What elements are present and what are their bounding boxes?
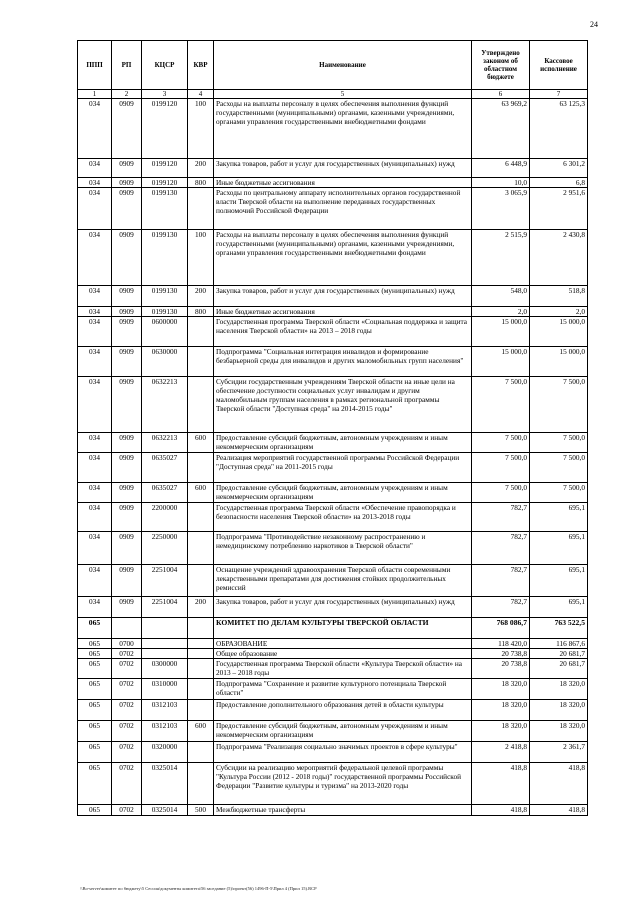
cell-rp: 0702 [112,721,142,742]
cell-name: Общее образование [214,649,472,659]
cell-kcsr: 0199130 [142,188,188,230]
cell-ppp: 034 [78,433,112,453]
cell-ppp: 034 [78,230,112,286]
column-number: 3 [142,90,188,99]
cell-kcsr: 0300000 [142,659,188,679]
cell-kcsr: 0199130 [142,307,188,317]
cell-name: ОБРАЗОВАНИЕ [214,639,472,649]
cell-name: Закупка товаров, работ и услуг для государственных (муниципальных) нужд [214,286,472,307]
cell-approved: 768 086,7 [472,618,530,639]
cell-executed: 7 500,0 [530,377,588,433]
table-row [78,565,588,597]
column-number: 6 [472,90,530,99]
cell-kvr [188,679,214,700]
cell-ppp: 034 [78,286,112,307]
cell-approved: 7 500,0 [472,377,530,433]
cell-rp: 0909 [112,377,142,433]
cell-kvr [188,377,214,433]
cell-approved: 7 500,0 [472,483,530,503]
cell-kvr [188,453,214,483]
cell-ppp: 065 [78,618,112,639]
cell-kvr [188,347,214,377]
column-number: 1 [78,90,112,99]
table-row [78,721,588,742]
cell-rp: 0909 [112,178,142,188]
cell-approved: 15 000,0 [472,317,530,347]
cell-kcsr: 0325014 [142,763,188,805]
table-row [78,99,588,159]
cell-kvr [188,503,214,532]
cell-ppp: 065 [78,721,112,742]
cell-rp: 0909 [112,286,142,307]
cell-rp: 0702 [112,763,142,805]
table-row [78,649,588,659]
cell-kvr: 600 [188,483,214,503]
cell-ppp: 034 [78,503,112,532]
cell-kvr [188,618,214,639]
table-row [78,317,588,347]
cell-ppp: 065 [78,659,112,679]
cell-rp: 0702 [112,700,142,721]
cell-ppp: 065 [78,763,112,805]
cell-kcsr: 0630000 [142,347,188,377]
cell-kvr: 800 [188,178,214,188]
cell-kcsr: 0325014 [142,805,188,816]
cell-approved: 7 500,0 [472,433,530,453]
cell-kvr [188,700,214,721]
cell-executed: 18 320,0 [530,721,588,742]
cell-executed: 15 000,0 [530,317,588,347]
cell-name: Межбюджетные трансферты [214,805,472,816]
cell-executed: 763 522,5 [530,618,588,639]
cell-approved: 118 420,0 [472,639,530,649]
table-row [78,639,588,649]
cell-rp: 0702 [112,659,142,679]
cell-name: КОМИТЕТ ПО ДЕЛАМ КУЛЬТУРЫ ТВЕРСКОЙ ОБЛАСТИ [214,618,472,639]
cell-kcsr: 0635027 [142,453,188,483]
cell-executed: 418,8 [530,763,588,805]
cell-executed: 695,1 [530,532,588,565]
column-number: 4 [188,90,214,99]
cell-approved: 20 738,8 [472,649,530,659]
file-path-footer: \\Bo-server\комитет по бюджету\5 Сессия\документы комитета\56 заседание (5)\проект(56) 1496-П-5\Прил 4 (Прил 15).RCP [80,886,317,891]
table-row [78,178,588,188]
cell-rp: 0909 [112,347,142,377]
column-number: 5 [214,90,472,99]
cell-rp: 0702 [112,742,142,763]
table-row [78,377,588,433]
cell-executed: 20 681,7 [530,659,588,679]
cell-name: Субсидии государственным учреждениям Тверской области на иные цели на обеспечение доступности социальных услуг инвалидам и другим маломобильным группам населения в рамках региональной программы Тверской области "Доступная среда" на 2014-2015 годы" [214,377,472,433]
cell-executed: 518,8 [530,286,588,307]
cell-approved: 63 969,2 [472,99,530,159]
cell-rp: 0909 [112,503,142,532]
cell-kcsr: 0635027 [142,483,188,503]
table-row [78,188,588,230]
cell-kcsr: 0199120 [142,178,188,188]
cell-kvr [188,188,214,230]
header-rp: РП [112,41,142,90]
table-row [78,159,588,178]
cell-name: Иные бюджетные ассигнования [214,178,472,188]
cell-name: Подпрограмма "Противодействие незаконному распространению и немедицинскому потреблению наркотиков в Тверской области" [214,532,472,565]
cell-approved: 20 738,8 [472,659,530,679]
cell-ppp: 034 [78,159,112,178]
cell-name: Подпрограмма "Социальная интеграция инвалидов и формирование безбарьерной среды для инвалидов и других маломобильных групп населения" [214,347,472,377]
cell-name: Закупка товаров, работ и услуг для государственных (муниципальных) нужд [214,597,472,618]
table-row [78,453,588,483]
cell-executed: 2 361,7 [530,742,588,763]
column-number: 2 [112,90,142,99]
cell-kvr: 100 [188,230,214,286]
header-executed: Кассовое исполнение [530,41,588,90]
cell-executed: 7 500,0 [530,483,588,503]
cell-name: Субсидии на реализацию мероприятий федеральной целевой программы "Культура России (2012 - 2018 годы)" государственной программы Российской Федерации "Развитие культуры и туризма" на 2013-2020 годы [214,763,472,805]
header-row [78,41,588,90]
cell-ppp: 034 [78,377,112,433]
cell-kcsr: 0310000 [142,679,188,700]
cell-ppp: 034 [78,307,112,317]
cell-kvr [188,659,214,679]
cell-approved: 2,0 [472,307,530,317]
cell-ppp: 034 [78,99,112,159]
cell-name: Государственная программа Тверской области «Обеспечение правопорядка и безопасности населения Тверской области» на 2013-2018 годы [214,503,472,532]
cell-kcsr: 2251004 [142,597,188,618]
table-row [78,659,588,679]
table-row [78,805,588,816]
cell-kvr [188,532,214,565]
cell-rp: 0909 [112,317,142,347]
header-ppp: ППП [78,41,112,90]
cell-kcsr: 0320000 [142,742,188,763]
cell-approved: 15 000,0 [472,347,530,377]
cell-name: Подпрограмма "Реализация социально значимых проектов в сфере культуры" [214,742,472,763]
table-row [78,532,588,565]
cell-kvr [188,742,214,763]
cell-executed: 18 320,0 [530,700,588,721]
table-row [78,503,588,532]
cell-approved: 18 320,0 [472,721,530,742]
cell-rp: 0909 [112,483,142,503]
cell-kvr [188,565,214,597]
cell-ppp: 034 [78,347,112,377]
cell-name: Расходы на выплаты персоналу в целях обеспечения выполнения функций государственными (муниципальными) органами, казенными учреждениями, органами управления государственными внебюджетными фондами [214,230,472,286]
cell-name: Реализация мероприятий государственной программы Российской Федерации "Доступная среда" на 2011-2015 годы [214,453,472,483]
cell-name: Предоставление дополнительного образования детей в области культуры [214,700,472,721]
cell-ppp: 065 [78,700,112,721]
cell-kcsr: 0199130 [142,230,188,286]
page-number: 24 [590,20,598,29]
cell-approved: 782,7 [472,597,530,618]
cell-kcsr: 0312103 [142,700,188,721]
table-row [78,679,588,700]
cell-name: Предоставление субсидий бюджетным, автономным учреждениям и иным некоммерческим организациям [214,721,472,742]
cell-rp: 0909 [112,433,142,453]
cell-executed: 695,1 [530,565,588,597]
cell-ppp: 034 [78,597,112,618]
cell-rp: 0909 [112,307,142,317]
cell-kvr [188,649,214,659]
cell-approved: 2 515,9 [472,230,530,286]
cell-kcsr: 2200000 [142,503,188,532]
cell-rp: 0702 [112,805,142,816]
cell-name: Государственная программа Тверской области «Культура Тверской области» на 2013 – 2018 годы [214,659,472,679]
cell-approved: 2 418,8 [472,742,530,763]
cell-approved: 18 320,0 [472,679,530,700]
table-row [78,483,588,503]
cell-kvr: 600 [188,721,214,742]
cell-kvr: 100 [188,99,214,159]
cell-rp: 0909 [112,99,142,159]
cell-ppp: 034 [78,188,112,230]
cell-approved: 782,7 [472,532,530,565]
cell-executed: 695,1 [530,597,588,618]
cell-name: Предоставление субсидий бюджетным, автономным учреждениям и иным некоммерческим организациям [214,433,472,453]
cell-executed: 2,0 [530,307,588,317]
cell-approved: 548,0 [472,286,530,307]
cell-executed: 2 951,6 [530,188,588,230]
cell-kcsr: 0600000 [142,317,188,347]
table-row [78,618,588,639]
cell-kcsr [142,639,188,649]
cell-executed: 18 320,0 [530,679,588,700]
cell-ppp: 034 [78,565,112,597]
cell-executed: 63 125,3 [530,99,588,159]
cell-rp: 0702 [112,649,142,659]
cell-kcsr: 0199120 [142,99,188,159]
cell-executed: 7 500,0 [530,453,588,483]
header-approved: Утверждено законом об областном бюджете [472,41,530,90]
cell-name: Предоставление субсидий бюджетным, автономным учреждениям и иным некоммерческим организациям [214,483,472,503]
cell-executed: 418,8 [530,805,588,816]
cell-rp [112,618,142,639]
cell-kvr [188,763,214,805]
cell-executed: 116 867,6 [530,639,588,649]
cell-approved: 782,7 [472,565,530,597]
cell-name: Расходы по центральному аппарату исполнительных органов государственной власти Тверской области на выполнение переданных государственных полномочий Российской Федерации [214,188,472,230]
table-row [78,347,588,377]
cell-ppp: 034 [78,453,112,483]
cell-ppp: 034 [78,317,112,347]
table-row [78,742,588,763]
cell-approved: 782,7 [472,503,530,532]
cell-ppp: 034 [78,532,112,565]
header-kvr: КВР [188,41,214,90]
cell-rp: 0909 [112,597,142,618]
cell-name: Иные бюджетные ассигнования [214,307,472,317]
table-row [78,230,588,286]
cell-kvr: 200 [188,159,214,178]
cell-executed: 6 301,2 [530,159,588,178]
column-numbers-row [78,90,588,99]
cell-name: Закупка товаров, работ и услуг для государственных (муниципальных) нужд [214,159,472,178]
cell-name: Расходы на выплаты персоналу в целях обеспечения выполнения функций государственными (муниципальными) органами, казенными учреждениями, органами управления государственными внебюджетными фондами [214,99,472,159]
cell-kcsr [142,649,188,659]
cell-kvr: 200 [188,286,214,307]
cell-rp: 0909 [112,453,142,483]
cell-ppp: 034 [78,483,112,503]
cell-ppp: 065 [78,639,112,649]
cell-ppp: 065 [78,649,112,659]
cell-kcsr: 0199130 [142,286,188,307]
header-kcsr: КЦСР [142,41,188,90]
table-row [78,286,588,307]
cell-kcsr: 0312103 [142,721,188,742]
cell-approved: 3 065,9 [472,188,530,230]
cell-kcsr: 0632213 [142,433,188,453]
cell-ppp: 065 [78,679,112,700]
cell-approved: 418,8 [472,763,530,805]
cell-kvr [188,317,214,347]
table-row [78,307,588,317]
cell-name: Оснащение учреждений здравоохранения Тверской области современными лекарственными препаратами для достижения стойких продолжительных ремиссий [214,565,472,597]
cell-rp: 0702 [112,679,142,700]
cell-kvr: 500 [188,805,214,816]
cell-rp: 0909 [112,230,142,286]
cell-rp: 0909 [112,532,142,565]
cell-approved: 6 448,9 [472,159,530,178]
cell-kvr: 800 [188,307,214,317]
cell-ppp: 065 [78,805,112,816]
cell-approved: 7 500,0 [472,453,530,483]
cell-approved: 18 320,0 [472,700,530,721]
cell-kvr: 200 [188,597,214,618]
cell-executed: 2 430,8 [530,230,588,286]
cell-ppp: 065 [78,742,112,763]
cell-executed: 695,1 [530,503,588,532]
cell-executed: 7 500,0 [530,433,588,453]
column-number: 7 [530,90,588,99]
cell-kcsr: 0199120 [142,159,188,178]
cell-approved: 10,0 [472,178,530,188]
cell-kcsr: 2250000 [142,532,188,565]
cell-kvr: 600 [188,433,214,453]
cell-rp: 0909 [112,565,142,597]
cell-kvr [188,639,214,649]
cell-name: Государственная программа Тверской области «Социальная поддержка и защита населения Тверской области» на 2013 – 2018 годы [214,317,472,347]
table-row [78,700,588,721]
budget-table [77,40,588,816]
table-body [78,99,588,816]
cell-approved: 418,8 [472,805,530,816]
header-name: Наименование [214,41,472,90]
cell-executed: 6,8 [530,178,588,188]
cell-rp: 0909 [112,159,142,178]
cell-kcsr [142,618,188,639]
cell-rp: 0700 [112,639,142,649]
cell-kcsr: 0632213 [142,377,188,433]
cell-kcsr: 2251004 [142,565,188,597]
cell-executed: 20 681,7 [530,649,588,659]
table-row [78,433,588,453]
cell-name: Подпрограмма "Сохранение и развитие культурного потенциала Тверской области" [214,679,472,700]
table-row [78,597,588,618]
table-row [78,763,588,805]
cell-executed: 15 000,0 [530,347,588,377]
cell-ppp: 034 [78,178,112,188]
cell-rp: 0909 [112,188,142,230]
